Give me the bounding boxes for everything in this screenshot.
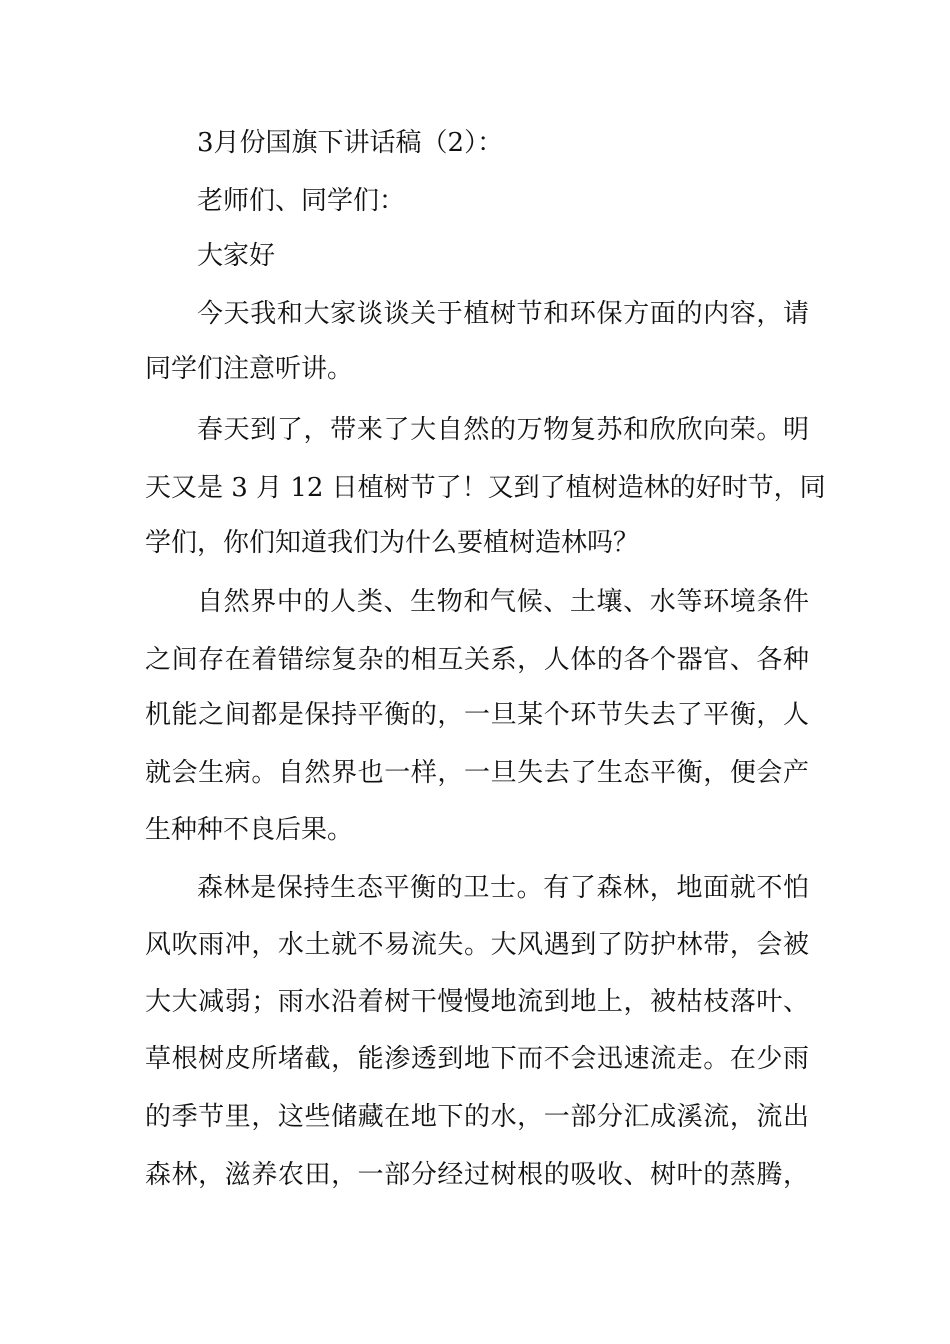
paragraph-line: 天又是 3 月 12 日植树节了！又到了植树造林的好时节，同 <box>145 473 826 503</box>
paragraph-line: 的季节里，这些储藏在地下的水，一部分汇成溪流，流出 <box>145 1102 809 1132</box>
greeting-line: 老师们、同学们： <box>197 186 406 216</box>
paragraph-line: 同学们注意听讲。 <box>145 354 354 384</box>
paragraph-line: 春天到了，带来了大自然的万物复苏和欣欣向荣。明 <box>197 415 809 445</box>
paragraph-line: 风吹雨冲，水土就不易流失。大风遇到了防护林带，会被 <box>145 930 809 960</box>
paragraph-line: 今天我和大家谈谈关于植树节和环保方面的内容，请 <box>197 299 809 329</box>
paragraph-line: 生种种不良后果。 <box>145 815 354 845</box>
paragraph-line: 草根树皮所堵截，能渗透到地下而不会迅速流走。在少雨 <box>145 1044 809 1074</box>
paragraph-line: 学们，你们知道我们为什么要植树造林吗？ <box>145 528 640 558</box>
paragraph-line: 之间存在着错综复杂的相互关系，人体的各个器官、各种 <box>145 645 809 675</box>
document-title: 3月份国旗下讲话稿（2）： <box>197 128 504 158</box>
paragraph-line: 森林，滋养农田，一部分经过树根的吸收、树叶的蒸腾， <box>145 1160 809 1190</box>
salutation-line: 大家好 <box>197 241 276 271</box>
paragraph-line: 森林是保持生态平衡的卫士。有了森林，地面就不怕 <box>197 873 809 903</box>
paragraph-line: 机能之间都是保持平衡的，一旦某个环节失去了平衡，人 <box>145 700 809 730</box>
paragraph-line: 大大减弱；雨水沿着树干慢慢地流到地上，被枯枝落叶、 <box>145 987 809 1017</box>
paragraph-line: 就会生病。自然界也一样，一旦失去了生态平衡，便会产 <box>145 758 809 788</box>
paragraph-line: 自然界中的人类、生物和气候、土壤、水等环境条件 <box>197 587 809 617</box>
